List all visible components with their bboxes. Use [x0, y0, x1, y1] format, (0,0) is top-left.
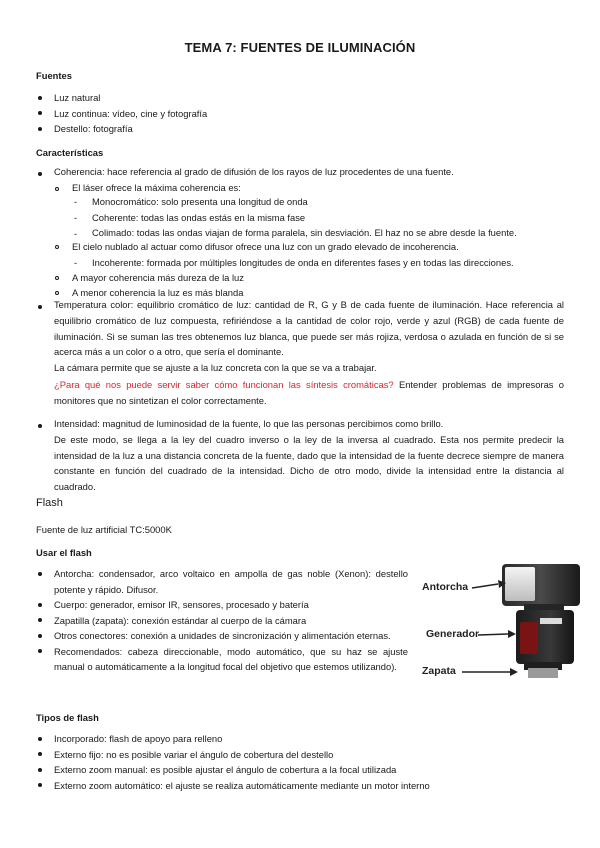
label-antorcha: Antorcha	[422, 581, 469, 593]
tipos-flash-list	[36, 731, 564, 793]
label-zapata: Zapata	[422, 665, 456, 677]
sub-bullet	[55, 245, 59, 249]
list-item: Destello: fotografía	[36, 121, 564, 137]
list-item: Zapatilla (zapata): conexión estándar al cuerpo de la cámara	[36, 613, 408, 629]
bullet	[38, 424, 42, 428]
temperatura-paragraph	[54, 297, 564, 376]
laser-item: Colimado: todas las ondas viajan de forma paralela, sin desviación. El haz no se abre desde la fuente.	[92, 227, 517, 238]
sub-bullet	[55, 291, 59, 295]
ir-window	[520, 622, 538, 654]
fuentes-list	[36, 90, 564, 137]
page-title: TEMA 7: FUENTES DE ILUMINACIÓN	[184, 40, 416, 55]
temperatura-text: Temperatura color: equilibrio cromático de luz: cantidad de R, G y B de cada fuente de iluminación. Hace referencia al equilibrio cromático de luz compuesta, refiriéndose a la cantidad de color rojo, verde y azul (RGB) de cada fuente de iluminación. Si se suman las tres obtenemos luz blanca, que puede ser más rojiza, verdosa o azulada en función de si se acerca más a un color o a otro, que sería el dominante.	[54, 299, 564, 358]
arrow-antorcha	[472, 584, 498, 588]
label-generador: Generador	[426, 628, 480, 640]
heading-flash: Flash	[36, 497, 63, 509]
respuesta-text: Entender problemas de impresoras o monitores que no sintetizan el color correctamente.	[54, 379, 564, 406]
heading-tipos-flash: Tipos de flash	[36, 712, 99, 723]
sub-bullet	[55, 187, 59, 191]
list-item: Luz continua: vídeo, cine y fotografía	[36, 106, 564, 122]
brand-plate	[540, 618, 562, 624]
usar-flash-list	[36, 566, 408, 675]
bullet	[38, 172, 42, 176]
cielo-item: Incoherente: formada por múltiples longitudes de onda en diferentes fases y en todas las direcciones.	[92, 257, 514, 268]
laser-text: El láser ofrece la máxima coherencia es:	[72, 182, 241, 193]
laser-item: Monocromático: solo presenta una longitud de onda	[92, 196, 308, 207]
menor-text: A menor coherencia la luz es más blanda	[72, 287, 244, 298]
list-item: Otros conectores: conexión a unidades de sincronización y alimentación eternas.	[36, 628, 408, 644]
camara-text: La cámara permite que se ajuste a la luz concreta con la que se va a trabajar.	[54, 362, 377, 374]
pregunta-paragraph	[54, 377, 564, 409]
flash-fuente: Fuente de luz artificial TC:5000K	[36, 524, 172, 535]
mayor-text: A mayor coherencia más dureza de la luz	[72, 272, 244, 283]
intensidad-paragraph	[54, 416, 564, 495]
flash-shoe	[528, 668, 558, 678]
heading-usar-flash: Usar el flash	[36, 547, 92, 558]
cielo-text: El cielo nublado al actuar como difusor ofrece una luz con un grado elevado de incoherencia.	[72, 241, 459, 252]
list-item: Externo zoom manual: es posible ajustar el ángulo de cobertura a la focal utilizada	[36, 762, 564, 778]
laser-item: Coherente: todas las ondas estás en la misma fase	[92, 212, 306, 223]
list-item: Externo zoom automático: el ajuste se realiza automáticamente mediante un motor interno	[36, 778, 564, 794]
list-item: Externo fijo: no es posible variar el ángulo de cobertura del destello	[36, 747, 564, 763]
list-item: Incorporado: flash de apoyo para relleno	[36, 731, 564, 747]
heading-caracteristicas: Características	[36, 147, 104, 158]
list-item: Antorcha: condensador, arco voltaico en ampolla de gas noble (Xenon): destello potente y rápido. Difusor.	[36, 566, 408, 597]
arrow-generador	[478, 634, 508, 635]
pregunta-text: ¿Para qué nos puede servir saber cómo funcionan las síntesis cromáticas?	[54, 379, 394, 390]
heading-fuentes: Fuentes	[36, 70, 72, 81]
list-item: Luz natural	[36, 90, 564, 106]
list-item: Cuerpo: generador, emisor IR, sensores, procesado y batería	[36, 597, 408, 613]
bullet	[38, 305, 42, 309]
flash-lens	[505, 567, 535, 601]
list-item: Recomendados: cabeza direccionable, modo automático, que su haz se ajuste manual o automáticamente a la longitud focal del objetivo que estemos utilizando).	[36, 644, 408, 675]
coherencia-text: Coherencia: hace referencia al grado de difusión de los rayos de luz procedentes de una fuente.	[54, 166, 454, 177]
document-page: TEMA 7: FUENTES DE ILUMINACIÓN Fuentes Luz natural Luz continua: vídeo, cine y fotografía Destello: fotografía Características Coherencia: hace referencia al grado de difusión de los rayos de luz procedentes de una fuente. El láser ofrece la máxima coherencia es: - Monocromático: solo presenta una longitud de onda - Coherente: todas las ondas estás en la misma fase - Colimado: todas las ondas viajan de forma paralela, sin desviación. El haz no se abre desde la fuente. El cielo nublado al actuar como difusor ofrece una luz con un grado elevado de incoherencia. - Incoherente: formada por múltiples longitudes de onda en diferentes fases y en todas las direcciones. A mayor coherencia más dureza de la luz A menor coherencia la luz es más blanda Temperatura color: equilibrio cromático de luz: cantidad de R, G y B de cada fuente de iluminación. Hace referencia al equilibrio cromático de luz compuesta, refiriéndose a la cantidad de color rojo, verde y azul (RGB) de cada fuente de iluminación. Si se suman las tres obtenemos luz blanca, que puede ser más rojiza, verdosa o azulada en función de si se acerca más a un color o a otro, que sería el dominante. La cámara permite que se ajuste a la luz concreta con la que se va a trabajar. ¿Para qué nos puede servir saber cómo funcionan las síntesis cromáticas? Entender problemas de impresoras o monitores que no sintetizan el color correctamente. Intensidad: magnitud de luminosidad de la fuente, lo que las personas percibimos como brillo. De este modo, se llega a la ley del cuadro inverso o la ley de la inversa al cuadrado. Esta nos permite predecir la intensidad de la luz a una distancia concreta de la fuente, dado que la intensidad de la fuente decrece siempre de manera constante en función del cuadrado de la intensidad. Dicho de otro modo, divide la intensidad entre la distancia al cuadrado. Flash Fuente de luz artificial TC:5000K Usar el flash Antorcha: condensador, arco voltaico en ampolla de gas noble (Xenon): destello potente y rápido. Difusor. Cuerpo: generador, emisor IR, sensores, procesado y batería Zapatilla (zapata): conexión estándar al cuerpo de la cámara Otros conectores: conexión a unidades de sincronización y alimentación eternas. Recomendados: cabeza direccionable, modo automático, que su haz se ajuste manual o automáticamente a la longitud focal del objetivo que estemos utilizando). Antorcha Generador Zapata Tipos de flash Incorporado: flash de apoyo para relleno Externo fijo: no es posible variar el ángulo de cobertura del destello Externo zoom manual: es posible ajustar el ángulo de cobertura a la focal utilizada Externo zoom automático: el ajuste se realiza automáticamente mediante un motor interno	[0, 0, 600, 848]
intensidad-text: Intensidad: magnitud de luminosidad de la fuente, lo que las personas percibimos como brillo.	[54, 418, 444, 429]
sub-bullet	[55, 276, 59, 280]
intensidad2-text: De este modo, se llega a la ley del cuadro inverso o la ley de la inversa al cuadrado. Esta nos permite predecir la intensidad de la luz a una distancia concreta de la fuente, dado que la intensidad de la fuente decrece siempre de manera constante en función del cuadrado de la intensidad. Dicho de otro modo, divide la intensidad entre la distancia al cuadrado.	[54, 433, 564, 493]
